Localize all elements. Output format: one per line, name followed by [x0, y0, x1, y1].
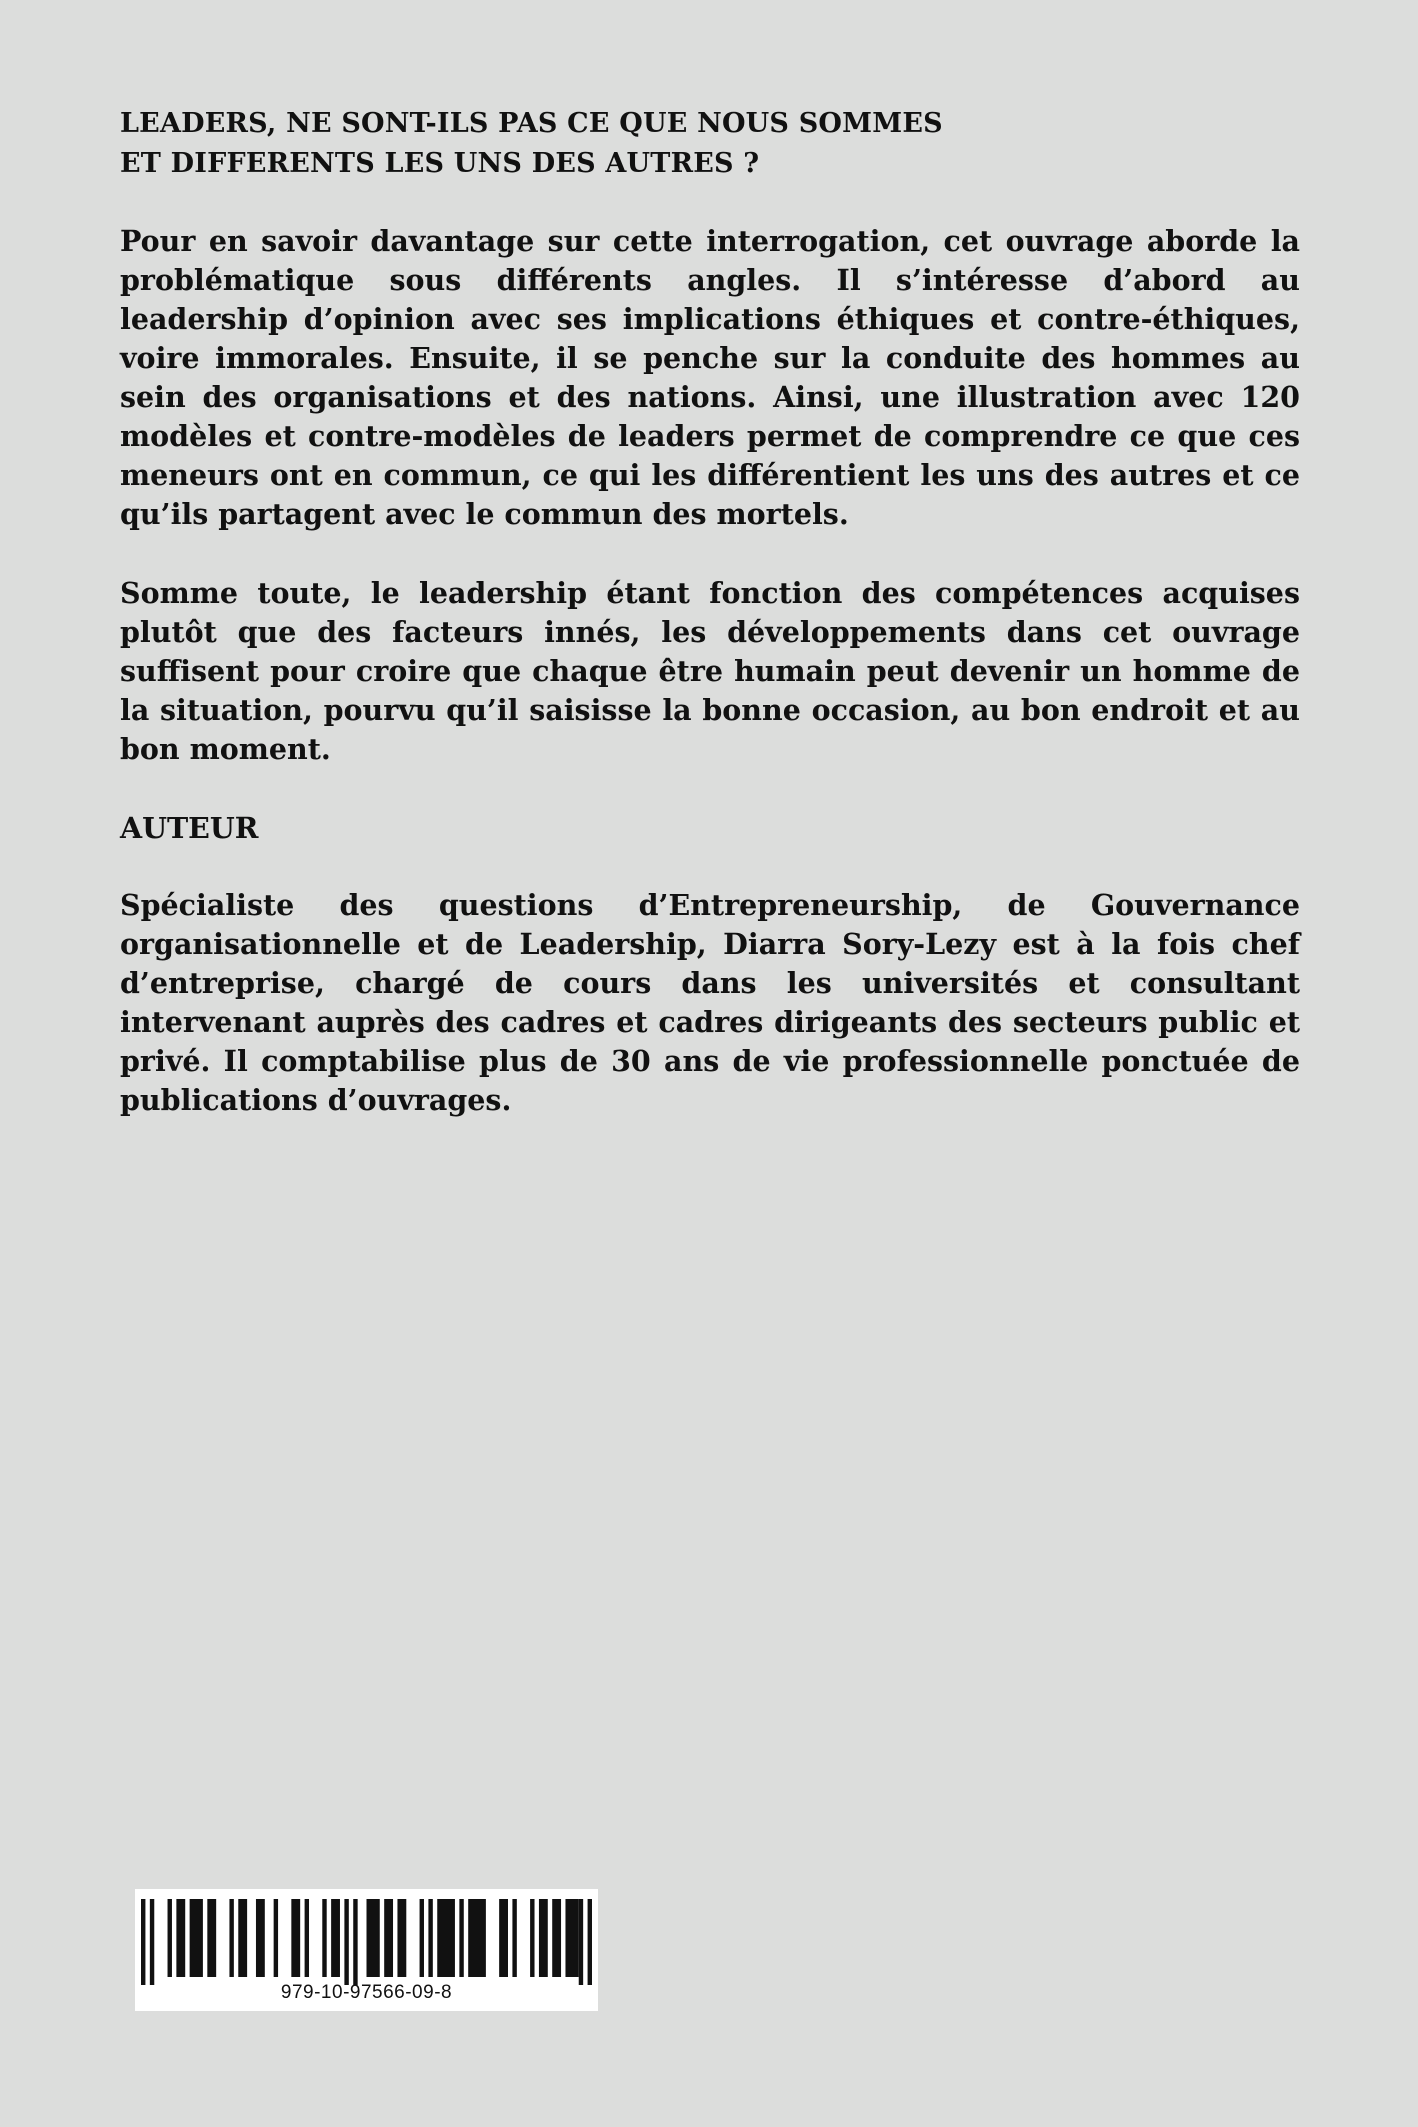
- isbn-number: 979-10-97566-09-8: [280, 1982, 453, 2003]
- barcode-bar: [305, 1899, 309, 1977]
- summary-paragraph-2: Somme toute, le leadership étant fonction des compétences acquises plutôt que des facteurs innés, les développements dans cet ouvrage suffisent pour croire que chaque être humain peut devenir un homme de la situation, pourvu qu’il saisisse la bonne occasion, au bon endroit et au bon moment.: [120, 576, 1300, 766]
- barcode-bar: [353, 1899, 357, 1985]
- barcode-bar: [459, 1899, 463, 1977]
- barcode-bar: [588, 1899, 592, 1985]
- barcode-bar: [552, 1899, 561, 1977]
- barcode-bar: [499, 1899, 508, 1977]
- barcode-bar: [291, 1899, 300, 1977]
- barcode-bar: [176, 1899, 185, 1977]
- barcode-bar: [420, 1899, 424, 1977]
- barcode-bar: [274, 1899, 278, 1977]
- barcode-bar: [168, 1899, 172, 1977]
- barcode-bar: [437, 1899, 455, 1977]
- barcode-bar: [322, 1899, 326, 1977]
- barcode-bar: [238, 1899, 247, 1977]
- barcode-bar: [141, 1899, 145, 1985]
- barcode-bar: [331, 1899, 340, 1977]
- barcode-bar: [150, 1899, 154, 1985]
- isbn-barcode: [135, 1889, 598, 2011]
- barcode-bar: [207, 1899, 216, 1977]
- barcode-bar: [539, 1899, 548, 1977]
- barcode-bar: [256, 1899, 265, 1977]
- barcode-bar: [579, 1899, 583, 1985]
- summary-paragraph-1: Pour en savoir davantage sur cette interrogation, cet ouvrage aborde la problématique sous différents angles. Il s’intéresse d’abord au leadership d’opinion avec ses implications éthiques et contre-éthiques, voire immorales. Ensuite, il se penche sur la conduite des hommes au sein des organisations et des nations. Ainsi, une illustration avec 120 modèles et contre-modèles de leaders permet de comprendre ce que ces meneurs ont en commun, ce qui les différentient les uns des autres et ce qu’ils partagent avec le commun des mortels.: [120, 224, 1300, 531]
- headline-line-2: ET DIFFERENTS LES UNS DES AUTRES ?: [120, 148, 760, 179]
- barcode-bar: [344, 1899, 348, 1985]
- barcode-bar: [530, 1899, 534, 1977]
- barcode-bar: [565, 1899, 578, 1977]
- barcode-bar: [428, 1899, 432, 1977]
- barcode-bar: [397, 1899, 406, 1977]
- barcode-bar: [367, 1899, 380, 1977]
- headline-line-1: LEADERS, NE SONT-ILS PAS CE QUE NOUS SOMMES: [120, 108, 943, 139]
- barcode-bar: [229, 1899, 233, 1977]
- back-cover-text: [120, 104, 1300, 1120]
- barcode-bar: [384, 1899, 393, 1977]
- author-heading: AUTEUR: [120, 811, 259, 845]
- barcode-bar: [468, 1899, 486, 1977]
- barcode-bar: [512, 1899, 516, 1977]
- barcode-bar: [190, 1899, 203, 1977]
- author-bio: Spécialiste des questions d’Entrepreneurship, de Gouvernance organisationnelle et de Leadership, Diarra Sory-Lezy est à la fois chef d’entreprise, chargé de cours dans les universités et consultant intervenant auprès des cadres et cadres dirigeants des secteurs public et privé. Il comptabilise plus de 30 ans de vie professionnelle ponctuée de publications d’ouvrages.: [120, 888, 1300, 1117]
